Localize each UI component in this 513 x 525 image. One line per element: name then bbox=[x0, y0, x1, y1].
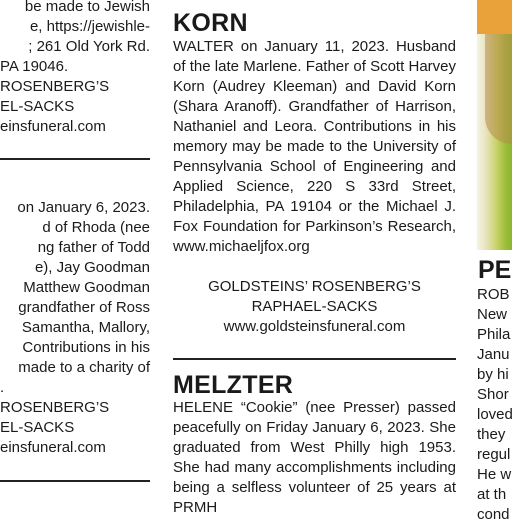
section-divider bbox=[0, 480, 150, 482]
right-column bbox=[477, 0, 513, 523]
section-divider bbox=[173, 358, 456, 360]
obituary-heading-melzter: MELZTER bbox=[173, 371, 294, 399]
text-line: e, https://jewishle- bbox=[29, 18, 150, 35]
middle-column bbox=[173, 0, 456, 516]
text-line: made to a charity of bbox=[18, 359, 150, 376]
text-line: ROB bbox=[477, 286, 510, 303]
text-line: Samantha, Mallory, bbox=[21, 319, 150, 336]
text-line: He w bbox=[477, 466, 512, 483]
text-line: ng father of Todd bbox=[37, 239, 150, 256]
text-line: PA 19046. bbox=[0, 58, 69, 75]
text-line: ; 261 Old York Rd. bbox=[28, 38, 150, 55]
text-line: d of Rhoda (nee bbox=[42, 219, 150, 236]
obituary-heading-korn: KORN bbox=[173, 9, 248, 37]
text-line: Contributions in his bbox=[22, 339, 150, 356]
text-line: einsfuneral.com bbox=[0, 439, 106, 456]
text-line: e), Jay Goodman bbox=[34, 259, 150, 276]
text-line: at th bbox=[477, 486, 507, 503]
text-line: EL-SACKS bbox=[0, 98, 75, 115]
obituary-heading-partial: PE bbox=[478, 256, 512, 284]
text-line: ROSENBERG’S bbox=[0, 399, 110, 416]
text-line: loved bbox=[477, 406, 513, 423]
funeral-home-name: GOLDSTEINS’ ROSENBERG’S bbox=[208, 278, 421, 295]
text-line: Janu bbox=[477, 346, 510, 363]
text-line: on January 6, 2023. bbox=[17, 199, 150, 216]
text-line: Shor bbox=[477, 386, 509, 403]
text-line: cond bbox=[477, 506, 510, 523]
text-line: regul bbox=[477, 446, 511, 463]
text-line: by hi bbox=[477, 366, 509, 383]
photo-detail bbox=[477, 0, 512, 34]
section-divider bbox=[0, 158, 150, 160]
text-line: . bbox=[0, 379, 5, 396]
photo-detail bbox=[485, 34, 512, 144]
text-line: ROSENBERG’S bbox=[0, 78, 110, 95]
obituary-text-korn: WALTER on January 11, 2023. Husband of the late Marlene. Father of Scott Harvey Korn (Audrey Kleeman) and David Korn (Shara Aranoff). Grandfather of Harrison, Nathaniel and Leora. Contributions in his memory may be made to the University of Pennsylvania School of Engineering and Applied Science, 220 S 33rd Street, Philadelphia, PA 19104 or the Michael J. Fox Foundation for Parkinson’s Research, www.michaeljfox.org bbox=[173, 38, 456, 255]
text-line: be made to Jewish bbox=[24, 0, 150, 15]
text-line: EL-SACKS bbox=[0, 419, 75, 436]
text-line: Matthew Goodman bbox=[23, 279, 150, 296]
left-column bbox=[0, 0, 152, 512]
text-line: New bbox=[477, 306, 508, 323]
funeral-home-url: www.goldsteinsfuneral.com bbox=[223, 318, 406, 335]
text-line: grandfather of Ross bbox=[18, 299, 150, 316]
text-line: they bbox=[477, 426, 506, 443]
text-line: Phila bbox=[477, 326, 511, 343]
funeral-home-name: RAPHAEL-SACKS bbox=[251, 298, 378, 315]
text-line: einsfuneral.com bbox=[0, 118, 106, 135]
obituary-text-melzter: HELENE “Cookie” (nee Presser) passed peacefully on Friday January 6, 2023. She graduated from West Philly high 1953. She had many accomplishments including being a selfless volunteer of 25 years at PRMH bbox=[173, 399, 456, 516]
